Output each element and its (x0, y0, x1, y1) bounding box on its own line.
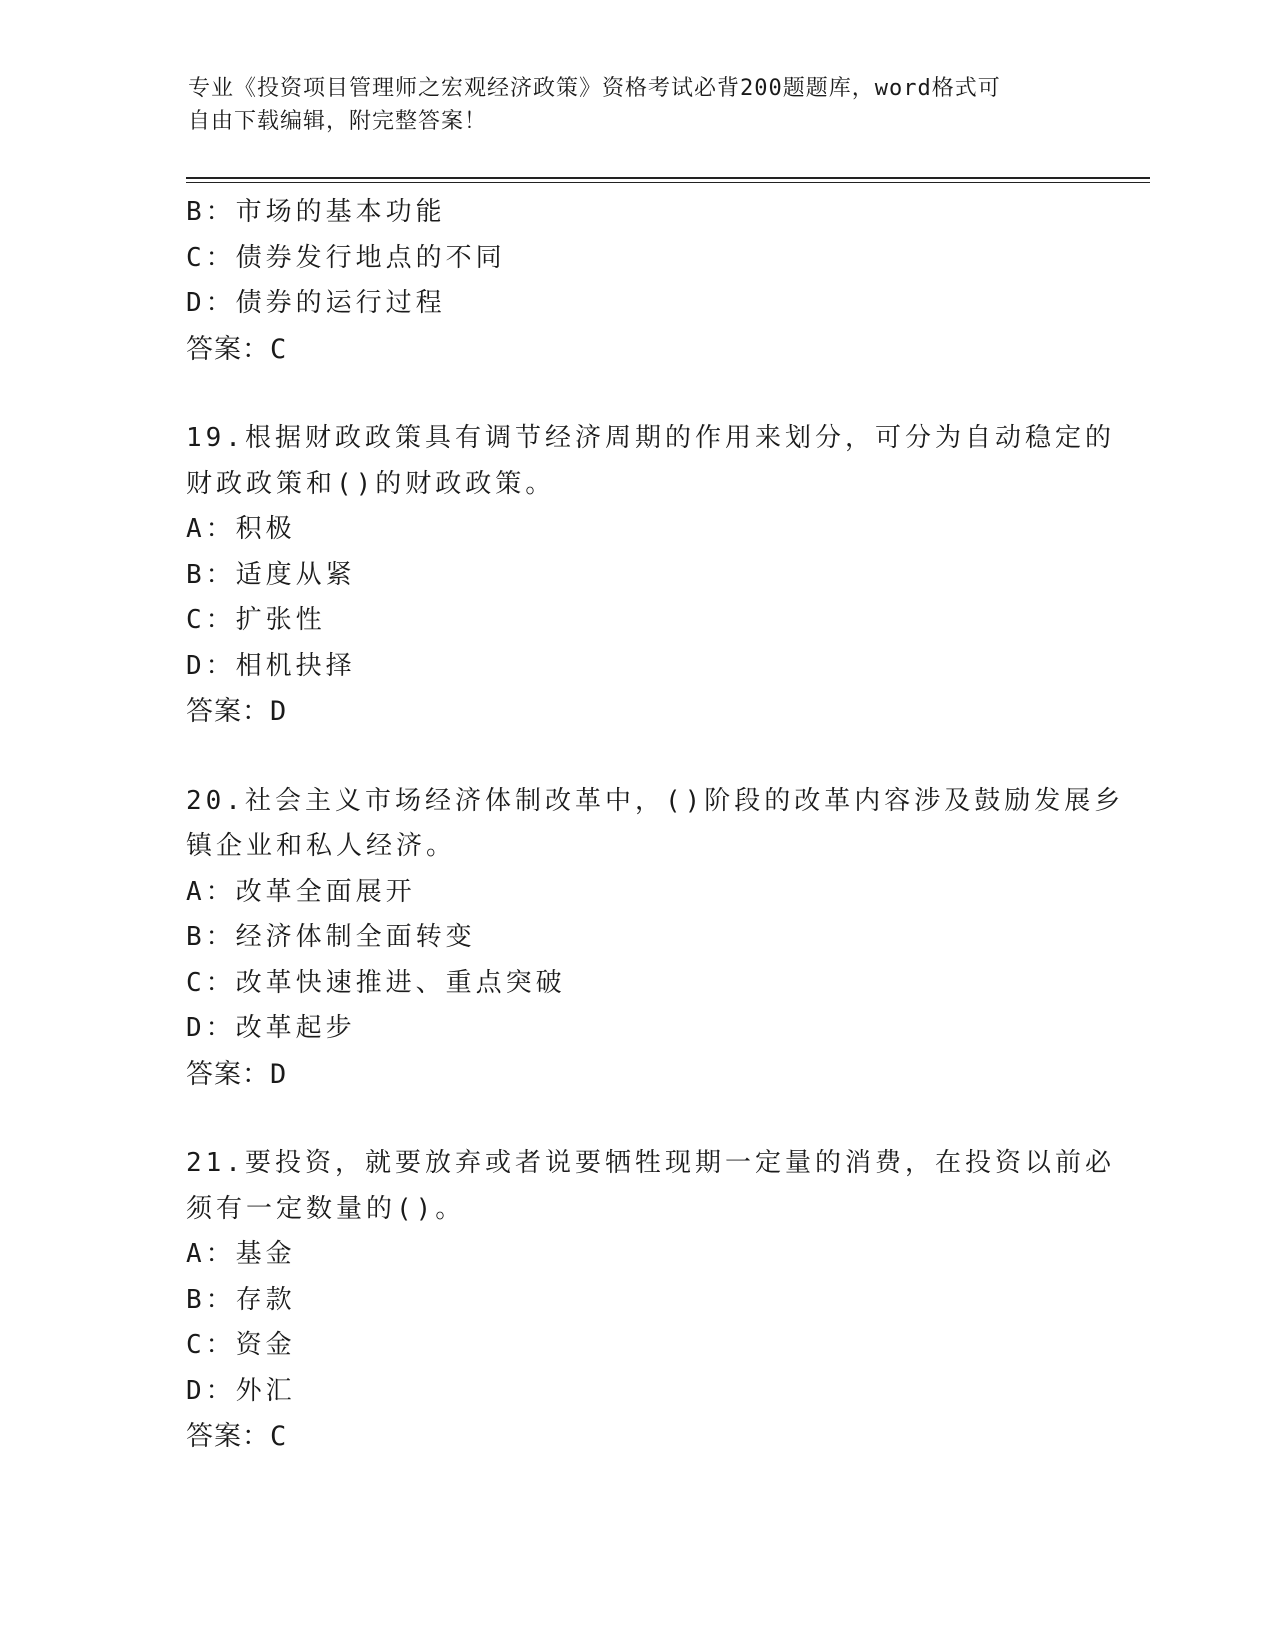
question-stem-line-2: 镇企业和私人经济。 (186, 831, 457, 861)
question-list (186, 190, 1125, 1460)
spacer (186, 1097, 1106, 1141)
question-19 (186, 416, 1115, 735)
document-header (188, 72, 1068, 138)
header-divider (186, 177, 1150, 183)
question-21 (186, 1141, 1115, 1460)
answer: 答案：D (186, 696, 288, 727)
question-18-fragment (186, 190, 1106, 372)
option-a: A：基金 (186, 1239, 296, 1269)
spacer (186, 372, 1106, 416)
option-b: B：适度从紧 (186, 559, 356, 590)
answer: 答案：C (186, 333, 288, 365)
question-stem-line-1: 20.社会主义市场经济体制改革中，()阶段的改革内容涉及鼓励发展乡 (186, 785, 1125, 816)
spacer (186, 735, 1106, 779)
question-stem-line-1: 19.根据财政政策具有调节经济周期的作用来划分，可分为自动稳定的 (186, 423, 1115, 453)
option-a: A：积极 (186, 514, 296, 544)
option-c: C：改革快速推进、重点突破 (186, 967, 566, 998)
option-d: D：债券的运行过程 (186, 288, 446, 318)
header-line-2: 自由下载编辑，附完整答案！ (188, 109, 488, 134)
answer: 答案：C (186, 1421, 288, 1452)
option-b: B：市场的基本功能 (186, 197, 446, 227)
question-20 (186, 779, 1125, 1098)
option-b: B：经济体制全面转变 (186, 922, 476, 952)
option-b: B：存款 (186, 1284, 296, 1315)
question-stem-line-2: 须有一定数量的()。 (186, 1193, 466, 1224)
option-c: C：债券发行地点的不同 (186, 242, 506, 273)
option-d: D：改革起步 (186, 1013, 356, 1043)
option-a: A：改革全面展开 (186, 876, 416, 907)
option-c: C：资金 (186, 1330, 296, 1360)
option-d: D：相机抉择 (186, 650, 356, 681)
question-stem-line-2: 财政政策和()的财政政策。 (186, 468, 556, 499)
option-c: C：扩张性 (186, 605, 326, 635)
option-d: D：外汇 (186, 1375, 296, 1406)
header-line-1: 专业《投资项目管理师之宏观经济政策》资格考试必背200题题库，word格式可 (188, 76, 1001, 101)
question-stem-line-1: 21.要投资，就要放弃或者说要牺牲现期一定量的消费，在投资以前必 (186, 1148, 1115, 1178)
answer: 答案：D (186, 1058, 288, 1090)
